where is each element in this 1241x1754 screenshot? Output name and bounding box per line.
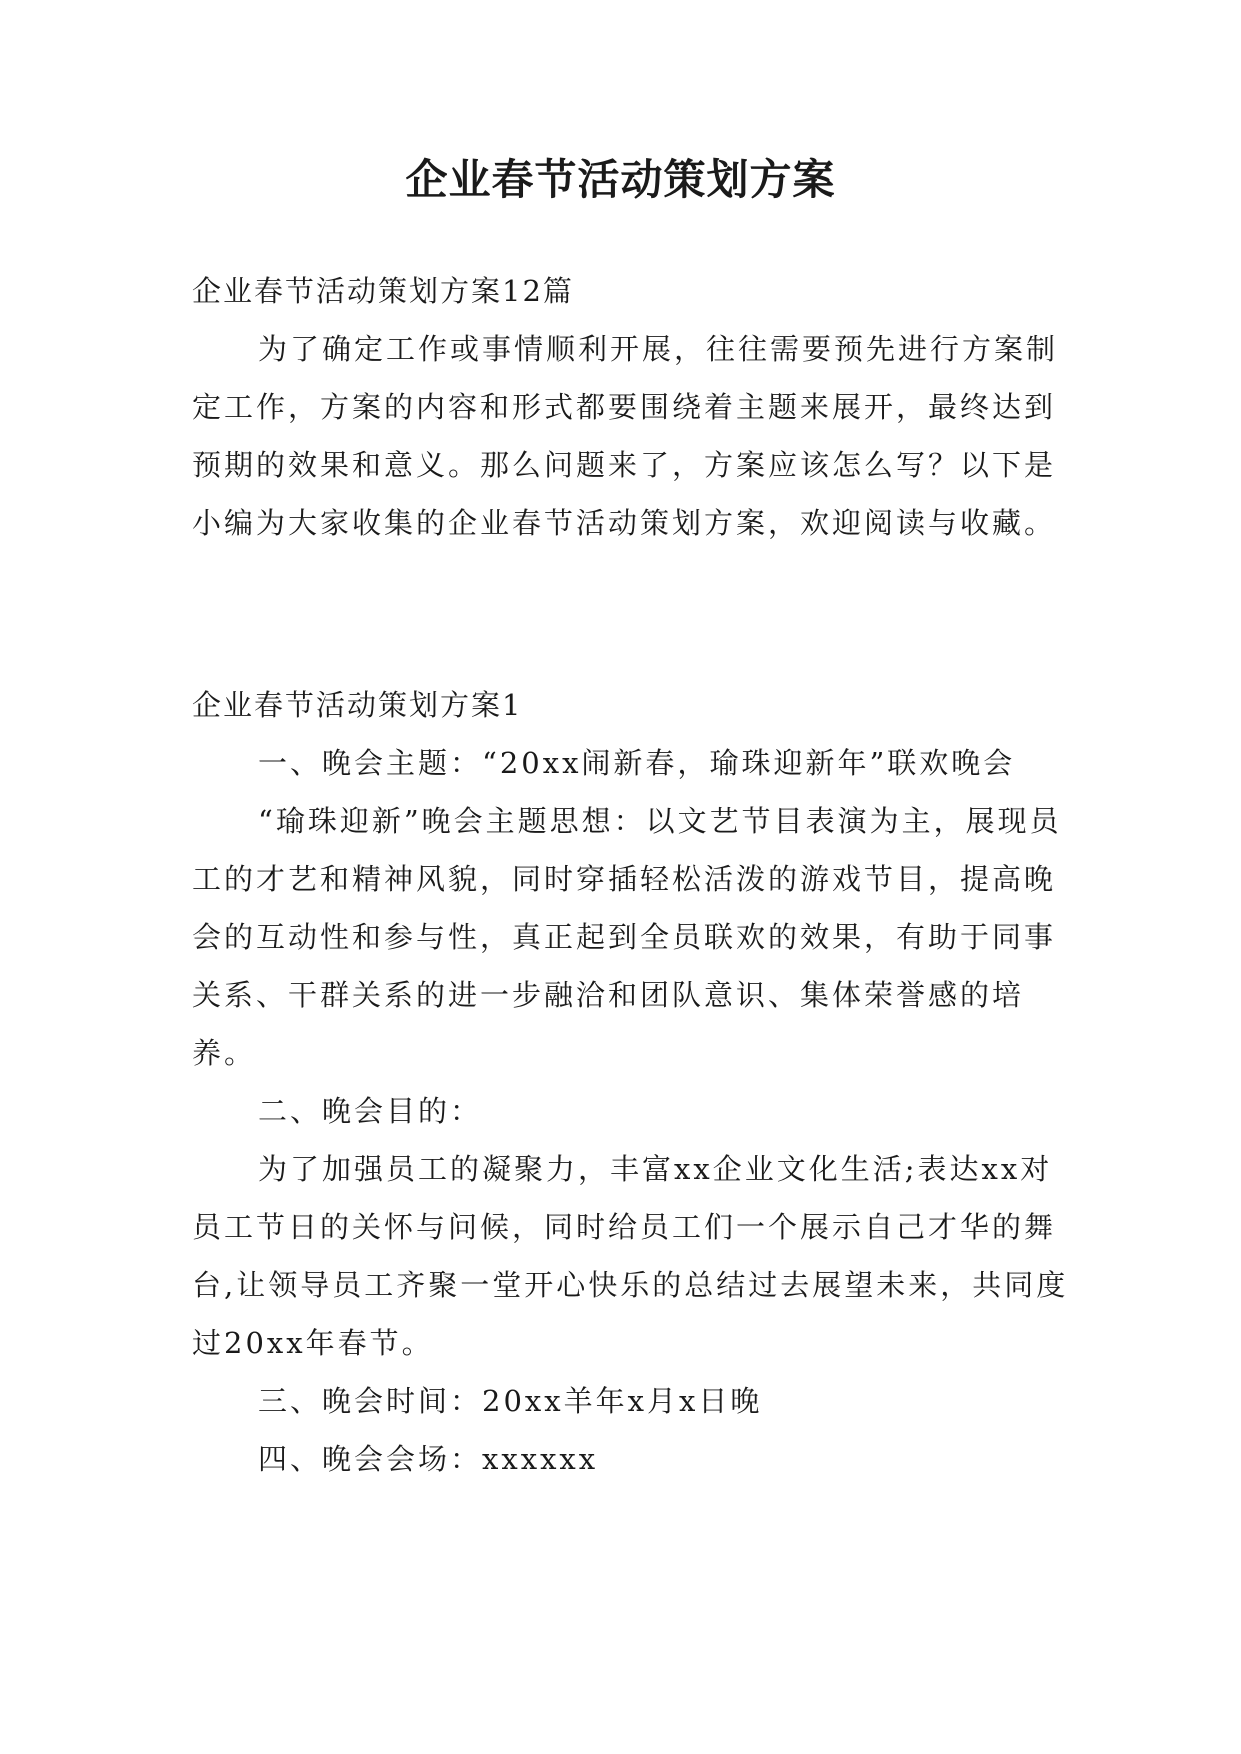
section-1	[192, 676, 1072, 1488]
paragraph-purpose-heading: 二、晚会目的：	[258, 1094, 483, 1128]
intro-heading: 企业春节活动策划方案12篇	[192, 274, 574, 308]
intro-paragraph: 为了确定工作或事情顺利开展，往往需要预先进行方案制定工作，方案的内容和形式都要围绕着主题来展开，最终达到预期的效果和意义。那么问题来了，方案应该怎么写？以下是小编为大家收集的企业春节活动策划方案，欢迎阅读与收藏。	[192, 332, 1059, 540]
paragraph-theme-idea: “瑜珠迎新”晚会主题思想：以文艺节目表演为主，展现员工的才艺和精神风貌，同时穿插轻松活泼的游戏节目，提高晚会的互动性和参与性，真正起到全员联欢的效果，有助于同事关系、干群关系的进一步融洽和团队意识、集体荣誉感的培养。	[192, 804, 1062, 1070]
paragraph-purpose: 为了加强员工的凝聚力，丰富xx企业文化生活;表达xx对员工节日的关怀与问候，同时给员工们一个展示自己才华的舞台,让领导员工齐聚一堂开心快乐的总结过去展望未来，共同度过20xx年春节。	[192, 1152, 1069, 1360]
intro-section	[192, 262, 1072, 552]
paragraph-theme: 一、晚会主题：“20xx闹新春，瑜珠迎新年”联欢晚会	[258, 746, 1016, 780]
section-1-heading: 企业春节活动策划方案1	[192, 688, 523, 722]
paragraph-time: 三、晚会时间：20xx羊年x月x日晚	[258, 1384, 763, 1418]
document-title: 企业春节活动策划方案	[405, 155, 836, 204]
paragraph-venue: 四、晚会会场：xxxxxx	[258, 1442, 599, 1476]
